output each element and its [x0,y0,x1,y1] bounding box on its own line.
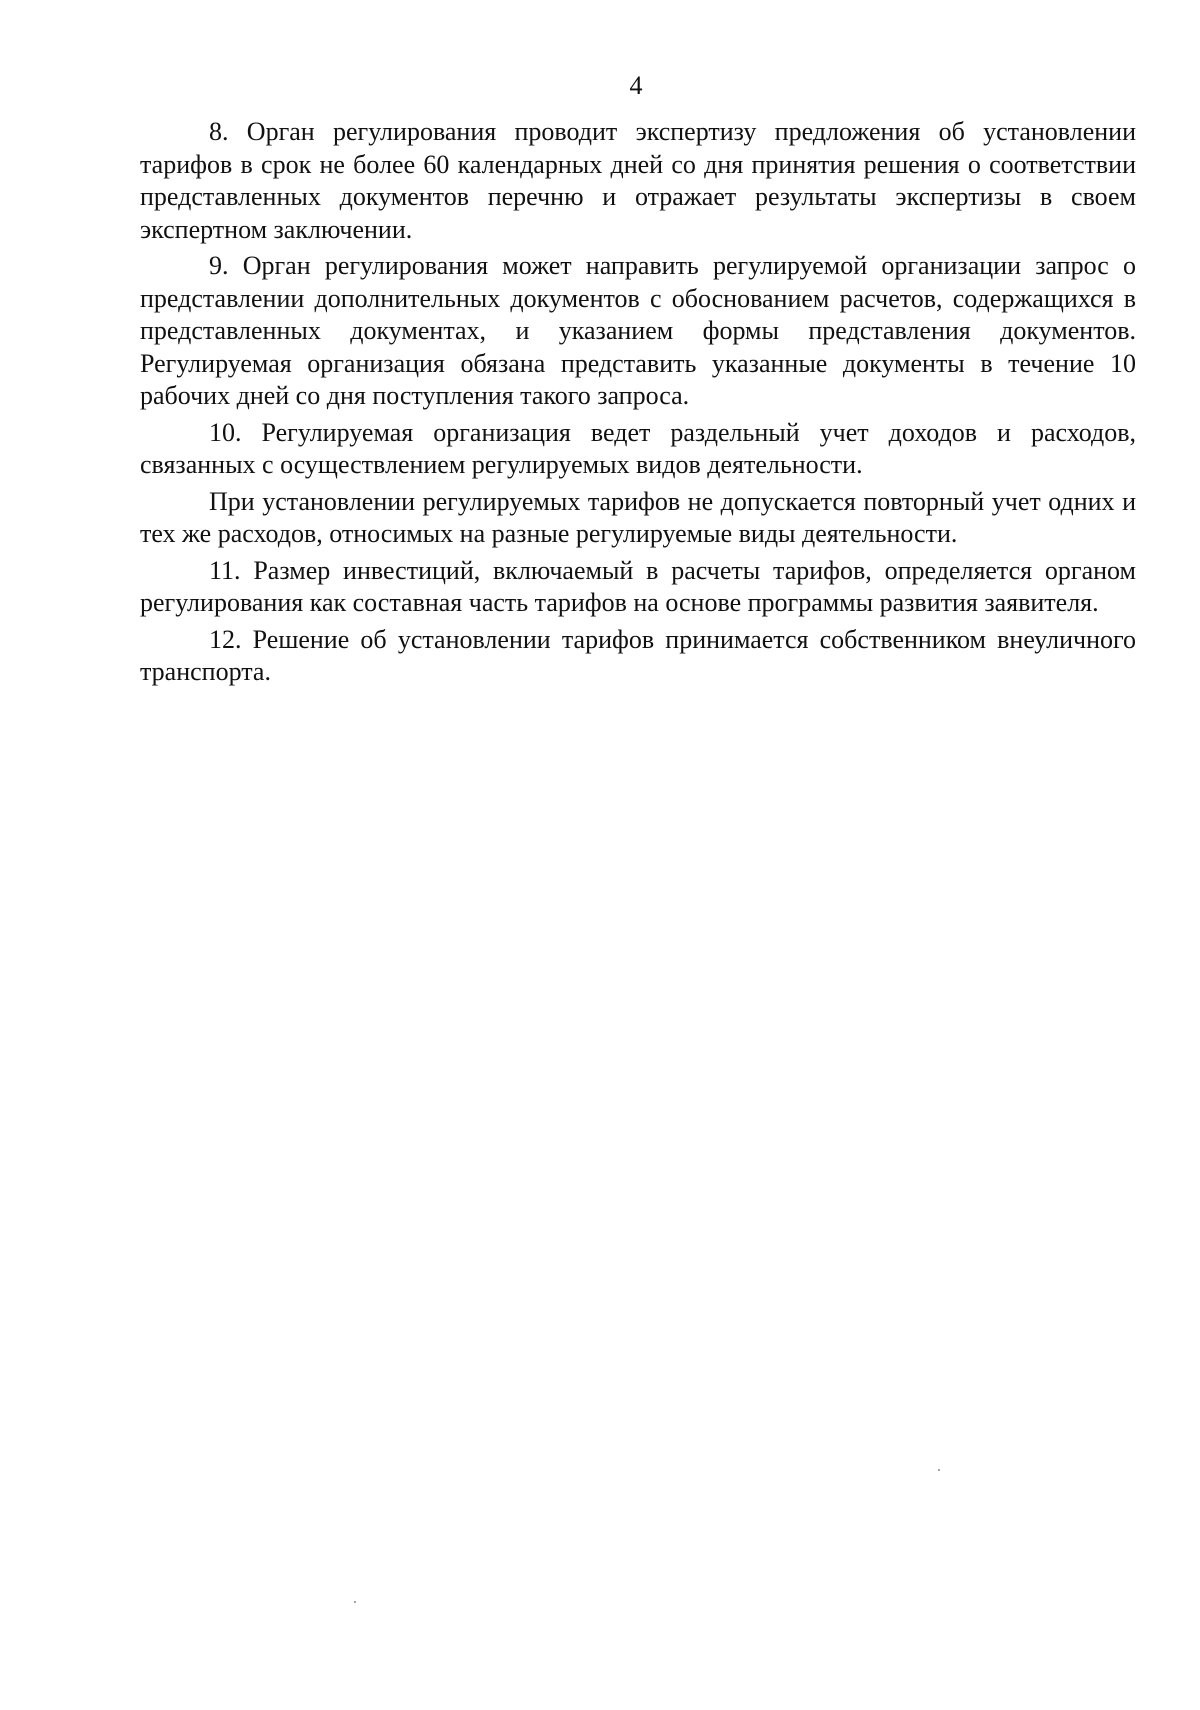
paragraph-10-continuation: При установлении регулируемых тарифов не допускается повторный учет одних и тех же расходов, относимых на разные регулируемые виды деятельности. [140,486,1136,548]
document-body [140,116,1136,693]
paragraph-10: 10. Регулируемая организация ведет раздельный учет доходов и расходов, связанных с осуществлением регулируемых видов деятельности. [140,417,1136,479]
scan-speck [354,1601,356,1603]
paragraph-12: 12. Решение об установлении тарифов принимается собственником внеуличного транспорта. [140,624,1136,686]
scan-speck [938,1469,940,1471]
page-number: 4 [629,71,643,100]
paragraph-9: 9. Орган регулирования может направить регулируемой организации запрос о представлении дополнительных документов с обоснованием расчетов, содержащихся в представленных документах, и указанием формы представления документов. Регулируемая организация обязана представить указанные документы в течение 10 рабочих дней со дня поступления такого запроса. [140,251,1136,410]
paragraph-8: 8. Орган регулирования проводит экспертизу предложения об установлении тарифов в срок не более 60 календарных дней со дня принятия решения о соответствии представленных документов перечню и отражает результаты экспертизы в своем экспертном заключении. [140,117,1136,244]
paragraph-11: 11. Размер инвестиций, включаемый в расчеты тарифов, определяется органом регулирования как составная часть тарифов на основе программы развития заявителя. [140,555,1136,617]
